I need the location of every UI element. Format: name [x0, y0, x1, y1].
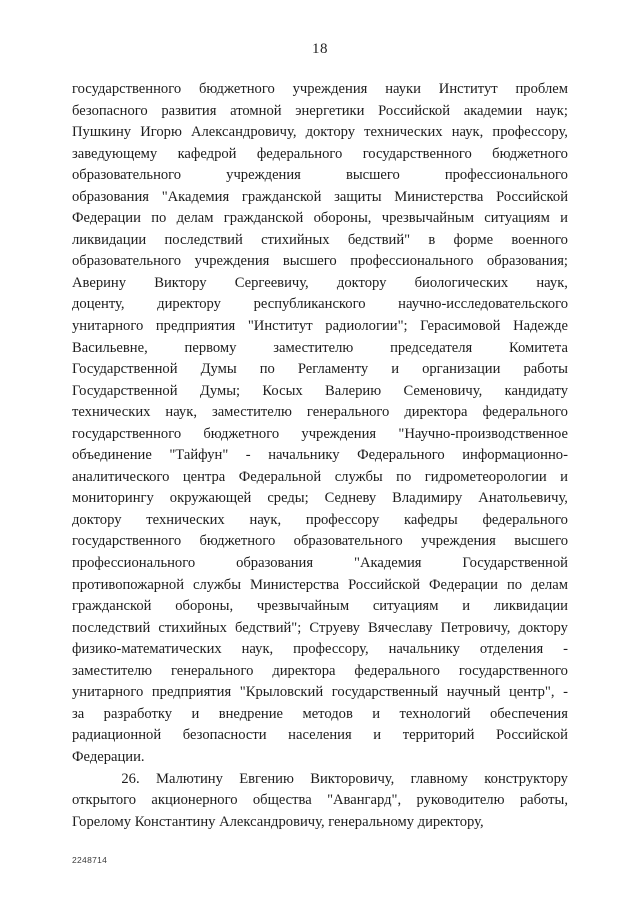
word: федерального	[482, 511, 568, 528]
word: образовательного	[293, 533, 403, 550]
word: проблем	[515, 81, 568, 97]
word: Государственной	[72, 361, 178, 378]
text-line	[72, 338, 568, 360]
word: Министерства	[394, 188, 484, 205]
word: защиты	[334, 188, 382, 205]
word: технологий	[399, 705, 471, 722]
text-line: Федерации.	[72, 748, 145, 765]
word: заместителю	[211, 404, 292, 421]
word: Викторовичу,	[310, 770, 395, 787]
word: образования	[72, 188, 149, 205]
text-line	[72, 230, 568, 252]
word: заведующему	[72, 145, 158, 162]
word: и	[373, 727, 382, 744]
word: и	[191, 705, 200, 722]
word: Федерации	[72, 210, 141, 227]
word: образования;	[486, 253, 568, 270]
word: внедрение	[218, 705, 284, 722]
word: форме	[453, 231, 494, 248]
word: Виктору	[154, 274, 207, 291]
word: наук,	[249, 511, 282, 528]
word: профессионального	[72, 555, 196, 572]
word: наук;	[535, 102, 568, 119]
word: бедствий"	[347, 231, 411, 248]
word: заместителю	[273, 339, 354, 356]
word: гражданской	[223, 210, 304, 227]
word: кафедрой	[177, 145, 237, 162]
word: работы	[523, 361, 568, 378]
word: Владимиру	[392, 490, 463, 507]
text-line	[72, 725, 568, 747]
text-line	[72, 122, 568, 144]
text-line	[72, 251, 568, 273]
word: центр",	[508, 684, 555, 701]
word: заместителю	[72, 662, 153, 679]
word: Струеву	[309, 619, 360, 636]
word: учреждения	[421, 533, 496, 550]
word: доктору	[72, 511, 122, 528]
word: территорий	[402, 727, 475, 744]
word: первому	[184, 339, 237, 356]
word: военного	[511, 231, 568, 248]
word: информационно-	[462, 447, 568, 464]
word: и	[372, 705, 381, 722]
word: образовательного	[72, 253, 182, 270]
word: науки	[385, 81, 421, 97]
word: делам	[176, 210, 214, 227]
word: Косых	[262, 382, 303, 399]
word: службы	[334, 468, 383, 485]
word: Думы;	[199, 382, 241, 399]
word: по	[506, 576, 523, 593]
word: энергетики	[295, 102, 365, 119]
word: профессору,	[492, 124, 568, 141]
word: Федерации	[429, 576, 498, 593]
word: Государственной	[462, 555, 568, 572]
word: бюджетного	[199, 533, 276, 550]
word: Александровичу,	[190, 124, 297, 141]
word: по	[396, 468, 412, 485]
word: Игорю	[140, 124, 182, 141]
word: Министерства	[250, 576, 340, 593]
word: чрезвычайным	[381, 210, 474, 227]
word: учреждения	[194, 253, 270, 270]
word: бюджетного	[203, 425, 280, 442]
word: предприятия	[155, 318, 236, 335]
word: директора	[404, 404, 468, 421]
text-line	[72, 359, 568, 381]
word: Думы	[200, 361, 237, 378]
word: организации	[422, 361, 501, 378]
word: акционерного	[151, 792, 238, 809]
word: населения	[288, 727, 352, 744]
word: академии	[463, 102, 523, 119]
document-body	[72, 79, 568, 833]
word: чрезвычайным	[256, 598, 350, 615]
word: кандидату	[504, 382, 568, 399]
word: -	[563, 641, 568, 658]
word: доктору	[305, 124, 356, 141]
word: -	[245, 447, 251, 464]
text-line	[72, 187, 568, 209]
word: обеспечения	[489, 705, 568, 722]
word: государственный	[331, 684, 439, 701]
word: доценту,	[72, 296, 125, 313]
word: за	[72, 705, 85, 722]
word: наук,	[165, 404, 197, 421]
word: профессору,	[293, 641, 369, 658]
word: бюджетного	[198, 81, 275, 97]
text-line	[72, 208, 568, 230]
page-number: 18	[312, 41, 328, 57]
text-line	[72, 316, 568, 338]
text-line	[72, 510, 568, 532]
word: открытого	[72, 792, 137, 809]
word: физико-математических	[72, 641, 222, 658]
word: Вячеславу	[368, 619, 433, 636]
text-line	[72, 661, 568, 683]
word: государственного	[362, 145, 472, 162]
word: и	[560, 210, 568, 227]
word: Российской	[348, 576, 421, 593]
word: технических	[364, 124, 443, 141]
word: государственного	[458, 662, 568, 679]
word: образовательного	[72, 167, 182, 184]
word: среды;	[267, 490, 309, 507]
item-26-paragraph	[72, 769, 568, 834]
text-line	[72, 790, 568, 812]
word: атомной	[230, 102, 282, 119]
word: государственного	[72, 533, 182, 550]
word: по	[151, 210, 167, 227]
word: "Академия	[353, 555, 422, 572]
text-line	[72, 273, 568, 295]
word: по	[259, 361, 275, 378]
text-line	[72, 639, 568, 661]
word: обороны,	[313, 210, 372, 227]
word: директора	[272, 662, 336, 679]
word: Федеральной	[238, 468, 322, 485]
word: высшего	[345, 167, 400, 184]
word: учреждения	[226, 167, 301, 184]
word: -	[563, 684, 568, 701]
word: Валерию	[325, 382, 382, 399]
text-line	[72, 704, 568, 726]
word: последствий	[72, 619, 151, 636]
word: государственного	[72, 425, 182, 442]
text-line	[72, 618, 568, 640]
word: образования	[236, 555, 314, 572]
word: наук,	[536, 274, 568, 291]
word: государственного	[72, 81, 182, 97]
word: наук,	[241, 641, 274, 658]
word: председателя	[390, 339, 473, 356]
word: Комитета	[508, 339, 568, 356]
word: последствий	[164, 231, 243, 248]
text-line	[72, 424, 568, 446]
word: Петровичу,	[440, 619, 511, 636]
word: Аверину	[72, 274, 127, 291]
word: гражданской	[241, 188, 322, 205]
word: профессионального	[444, 167, 568, 184]
word: Седневу	[324, 490, 377, 507]
word: Герасимовой	[420, 318, 501, 335]
word: разработку	[103, 705, 173, 722]
word: Пушкину	[72, 124, 132, 141]
word: центра	[182, 468, 226, 485]
word: биологических	[414, 274, 509, 291]
word: и	[391, 361, 400, 378]
word: окружающей	[169, 490, 252, 507]
word: наук,	[451, 124, 484, 141]
word: и	[560, 468, 568, 485]
word: технических	[146, 511, 225, 528]
word: конструктору	[484, 770, 568, 787]
word: Анатольевичу,	[478, 490, 568, 507]
word: ситуациям	[484, 210, 550, 227]
text-line	[72, 294, 568, 316]
word: Васильевне,	[72, 339, 148, 356]
word: гидрометеорологии	[424, 468, 547, 485]
word: "Авангард",	[327, 792, 402, 809]
word: технических	[72, 404, 151, 421]
text-line	[72, 402, 568, 424]
word: федерального	[482, 404, 568, 421]
word: ситуациям	[372, 598, 439, 615]
text-line	[72, 165, 568, 187]
word: Надежде	[513, 318, 568, 335]
word: ликвидации	[493, 598, 568, 615]
word: федерального	[256, 145, 343, 162]
word: в	[428, 231, 436, 248]
word: учреждения	[301, 425, 377, 442]
word: "Крыловский	[239, 684, 324, 701]
word: Федерального	[357, 447, 445, 464]
word: объединение	[72, 447, 152, 464]
word: гражданской	[72, 598, 152, 615]
word: главному	[410, 770, 468, 787]
word: Государственной	[72, 382, 178, 399]
word: предприятия	[151, 684, 232, 701]
word: доктору	[518, 619, 568, 636]
word: доктору	[336, 274, 387, 291]
word: профессору	[305, 511, 380, 528]
word: республиканского	[253, 296, 366, 313]
word: "Институт	[247, 318, 313, 335]
text-line	[72, 467, 568, 489]
word: стихийных	[261, 231, 330, 248]
word: "Академия	[161, 188, 230, 205]
word: профессионального	[350, 253, 474, 270]
word: общества	[252, 792, 312, 809]
word: начальнику	[388, 641, 460, 658]
text-line	[72, 144, 568, 166]
text-line	[72, 769, 568, 791]
word: Российской	[496, 188, 568, 205]
word: Малютину	[156, 770, 223, 787]
text-line	[72, 381, 568, 403]
word: федерального	[354, 662, 440, 679]
word: унитарного	[72, 684, 144, 701]
word: научно-исследовательского	[398, 296, 568, 313]
word: безопасности	[182, 727, 267, 744]
word: кафедры	[404, 511, 458, 528]
word: работы,	[519, 792, 568, 809]
word: развития	[161, 102, 217, 119]
word: Институт	[438, 81, 498, 97]
word: радиационной	[72, 727, 162, 744]
word: делам	[531, 576, 568, 593]
continuation-paragraph	[72, 79, 568, 769]
text-line	[72, 575, 568, 597]
word: Российской	[496, 727, 568, 744]
text-line: Горелому Константину Александровичу, генеральному директору,	[72, 813, 484, 830]
word: бедствий";	[235, 619, 302, 636]
word: генерального	[170, 662, 254, 679]
word: Евгению	[239, 770, 294, 787]
word: отделения	[479, 641, 544, 658]
text-line	[72, 445, 568, 467]
word: стихийных	[158, 619, 227, 636]
text-line	[72, 488, 568, 510]
word: безопасного	[72, 102, 148, 119]
word: службы	[193, 576, 242, 593]
word: унитарного	[72, 318, 144, 335]
text-line	[72, 79, 568, 101]
text-line	[72, 531, 568, 553]
text-line	[72, 596, 568, 618]
word: Сергеевичу,	[234, 274, 309, 291]
word: радиологии";	[325, 318, 408, 335]
word: учреждения	[292, 81, 368, 97]
word: Российской	[378, 102, 451, 119]
word: научный	[446, 684, 501, 701]
word: 26.	[121, 770, 140, 787]
paragraph-container	[72, 79, 568, 833]
word: мониторингу	[72, 490, 154, 507]
word: "Научно-производственное	[398, 425, 568, 442]
word: и	[462, 598, 470, 615]
word: Семеновичу,	[403, 382, 483, 399]
word: обороны,	[175, 598, 234, 615]
word: аналитического	[72, 468, 170, 485]
footer-document-code: 2248714	[72, 855, 108, 865]
word: ликвидации	[72, 231, 147, 248]
word: руководителю	[416, 792, 505, 809]
word: высшего	[282, 253, 337, 270]
text-line	[72, 101, 568, 123]
word: Регламенту	[297, 361, 369, 378]
text-line	[72, 682, 568, 704]
word: высшего	[514, 533, 568, 550]
word: генерального	[306, 404, 390, 421]
text-line	[72, 553, 568, 575]
word: бюджетного	[492, 145, 568, 162]
word: начальнику	[268, 447, 340, 464]
word: "Тайфун"	[169, 447, 229, 464]
word: директору	[157, 296, 221, 313]
word: противопожарной	[72, 576, 185, 593]
word: методов	[302, 705, 353, 722]
